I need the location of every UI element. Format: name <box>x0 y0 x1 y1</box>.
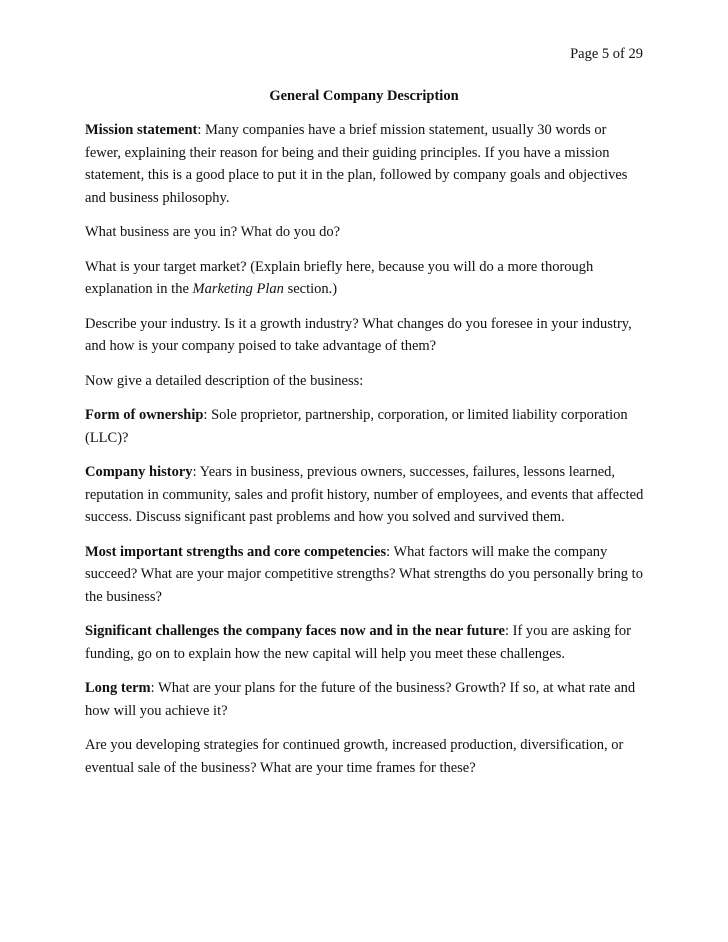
strengths-lead: Most important strengths and core competencies <box>85 543 387 560</box>
ownership-lead: Form of ownership <box>85 407 204 423</box>
mission-paragraph <box>85 119 645 209</box>
strengths-text: : What factors will make the company succeed? What are your major competitive strengths? What strengths do you personally bring to the business? <box>85 543 643 605</box>
challenges-text: : If you are asking for funding, go on to explain how the new capital will help you meet these challenges. <box>85 623 632 662</box>
long-term-paragraph <box>85 677 645 722</box>
industry-paragraph: Describe your industry. Is it a growth industry? What changes do you foresee in your industry, and how is your company poised to take advantage of them? <box>85 315 632 354</box>
long-term-lead: Long term <box>85 680 151 696</box>
ownership-paragraph <box>85 404 645 449</box>
target-market-paragraph <box>85 256 645 301</box>
target-market-text-before: What is your target market? (Explain briefly here, because you will do a more thorough explanation in the <box>85 258 594 297</box>
strengths-paragraph <box>85 541 645 609</box>
document-body <box>85 119 645 791</box>
marketing-plan-reference: Marketing Plan <box>192 281 284 297</box>
target-market-text-after: section.) <box>283 281 338 297</box>
ownership-text: : Sole proprietor, partnership, corporation, or limited liability corporation (LLC)? <box>85 407 628 446</box>
history-lead: Company history <box>85 464 193 480</box>
history-paragraph <box>85 461 645 529</box>
challenges-lead: Significant challenges the company faces now and in the near future <box>85 623 505 639</box>
detailed-intro-paragraph: Now give a detailed description of the business: <box>85 372 364 389</box>
page-number: Page 5 of 29 <box>570 46 643 62</box>
challenges-paragraph <box>85 620 645 665</box>
page-title: General Company Description <box>269 88 459 104</box>
long-term-text: : What are your plans for the future of the business? Growth? If so, at what rate and how will you achieve it? <box>85 680 636 719</box>
business-question-paragraph: What business are you in? What do you do? <box>85 224 341 240</box>
strategies-paragraph: Are you developing strategies for continued growth, increased production, diversification, or eventual sale of the business? What are your time frames for these? <box>85 737 624 776</box>
history-text: : Years in business, previous owners, successes, failures, lessons learned, reputation in community, sales and profit history, number of employees, and events that affected success. Discuss significant past problems and how you solved and survived them. <box>85 464 644 525</box>
mission-lead: Mission statement <box>85 122 198 138</box>
mission-text: : Many companies have a brief mission statement, usually 30 words or fewer, explaining their reason for being and their guiding principles. If you have a mission statement, this is a good place to put it in the plan, followed by company goals and objectives and business philosophy. <box>85 122 628 206</box>
